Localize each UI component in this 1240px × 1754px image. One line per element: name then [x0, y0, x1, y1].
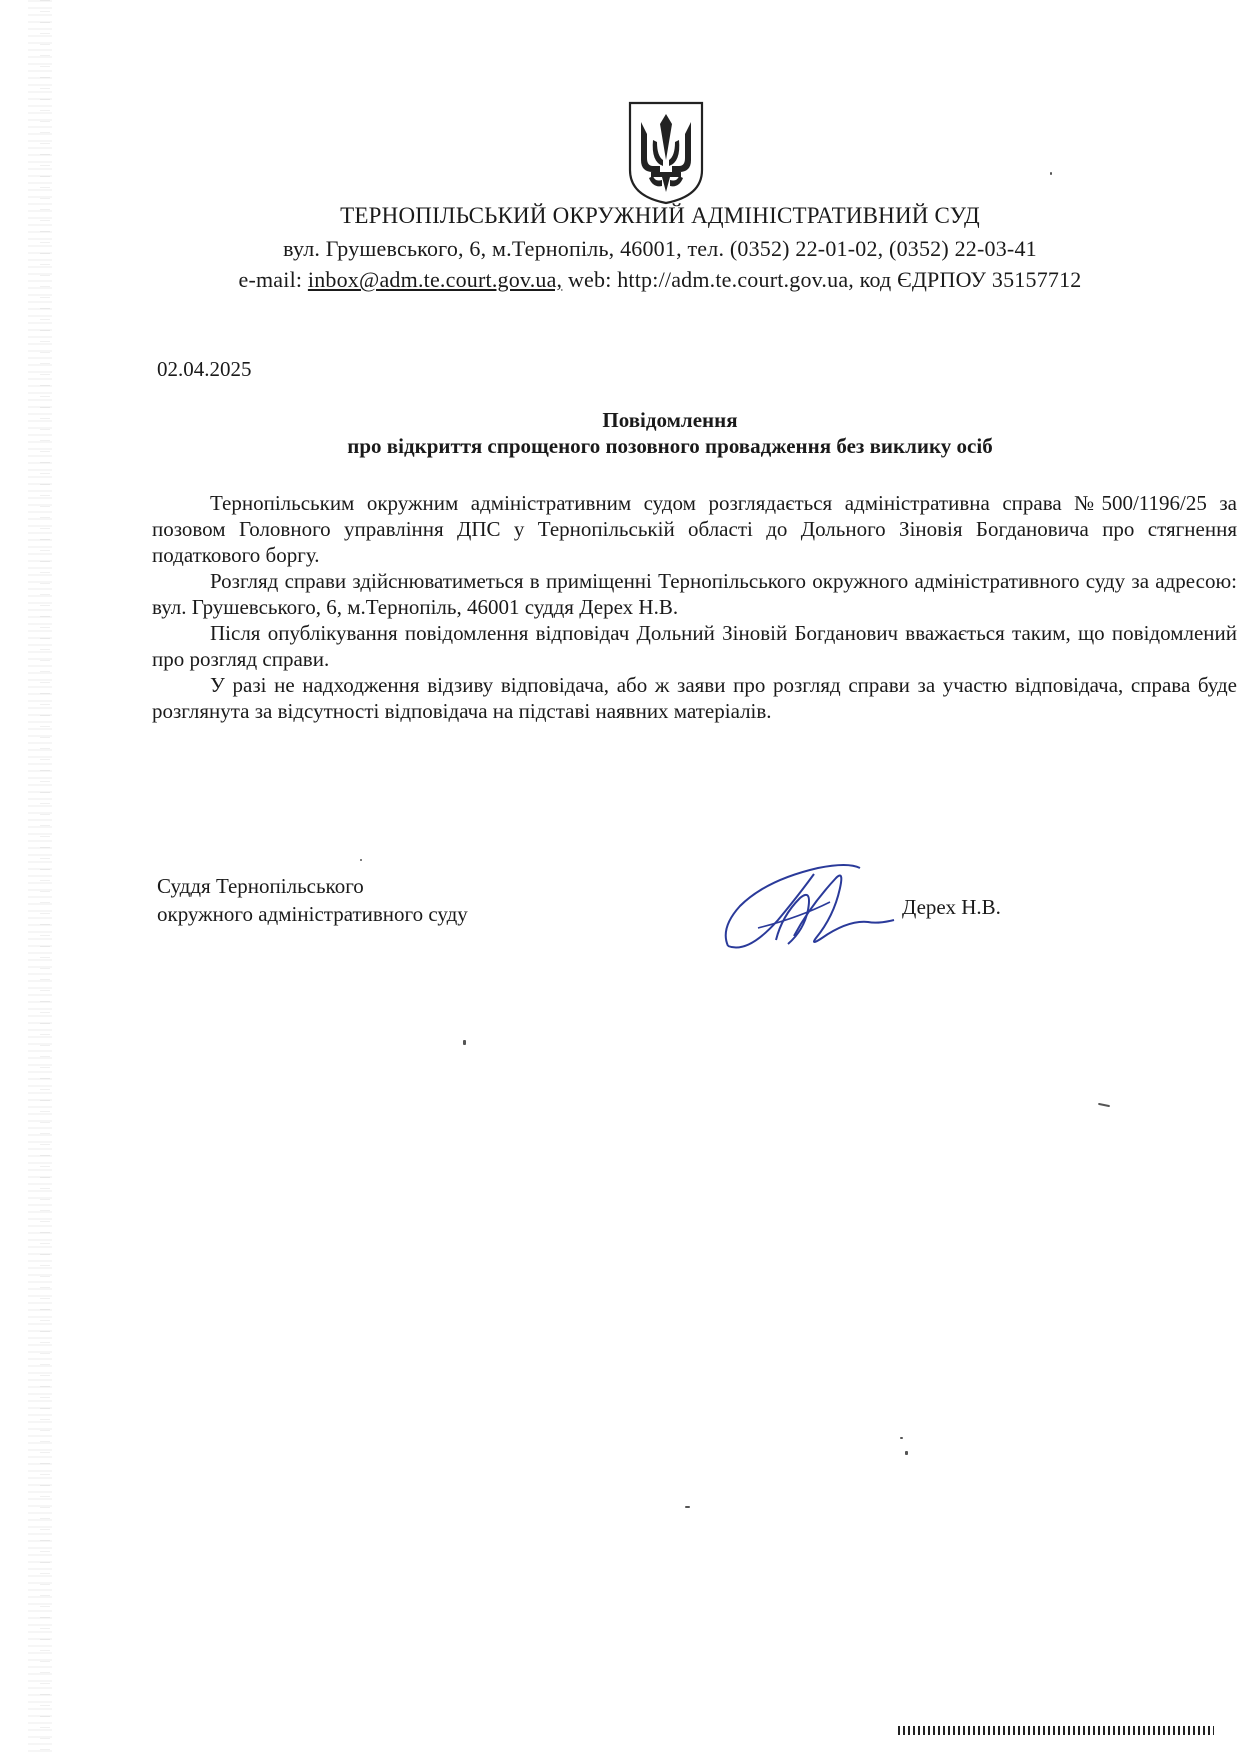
scan-speck — [1050, 172, 1052, 175]
handwritten-signature-icon — [718, 858, 898, 958]
scan-speck — [463, 1040, 466, 1045]
email-label: e-mail: — [238, 267, 308, 292]
document-title: Повідомлення — [602, 408, 738, 432]
paragraph-notice: Після опублікування повідомлення відповідач Дольний Зіновій Богданович вважається таким, що повідомлений про розгляд справи. — [152, 621, 1237, 671]
paragraph-consequence: У разі не надходження відзиву відповідача, або ж заяви про розгляд справи за участю відповідача, справа буде розглянута за відсутності відповідача на підставі наявних матеріалів. — [152, 673, 1237, 723]
document-date: 02.04.2025 — [157, 357, 252, 381]
judge-title — [157, 872, 468, 928]
court-address: вул. Грушевського, 6, м.Тернопіль, 46001, тел. (0352) 22-01-02, (0352) 22-03-41 — [283, 236, 1037, 261]
court-name: ТЕРНОПІЛЬСЬКИЙ ОКРУЖНИЙ АДМІНІСТРАТИВНИЙ СУД — [340, 203, 980, 228]
web-and-code: web: http://adm.te.court.gov.ua, код ЄДРПОУ 35157712 — [562, 267, 1082, 292]
judge-title-line2: окружного адміністративного суду — [157, 902, 468, 926]
scan-speck — [905, 1451, 908, 1455]
barcode — [898, 1726, 1214, 1735]
trident-coat-of-arms-icon — [627, 100, 705, 206]
scan-speck — [900, 1437, 903, 1439]
paragraph-case: Тернопільським окружним адміністративним судом розглядається адміністративна справа №500/1196/25 за позовом Головного управління ДПС у Тернопільській області до Дольного Зіновія Богдановича про стягнення податкового боргу. — [152, 491, 1237, 567]
scan-speck — [360, 859, 362, 861]
email-link[interactable]: inbox@adm.te.court.gov.ua, — [307, 267, 563, 292]
notice-body — [152, 490, 1237, 724]
paragraph-venue: Розгляд справи здійснюватиметься в приміщенні Тернопільського окружного адміністративного суду за адресою: вул. Грушевського, 6, м.Тернопіль, 46001 суддя Дерех Н.В. — [152, 569, 1237, 619]
judge-title-line1: Суддя Тернопільського — [157, 874, 364, 898]
court-contacts — [150, 267, 1170, 293]
judge-name: Дерех Н.В. — [902, 895, 1001, 919]
document-subtitle: про відкриття спрощеного позовного провадження без виклику осіб — [347, 434, 993, 458]
scan-speck — [685, 1506, 690, 1508]
scan-edge-artifact — [40, 0, 50, 1754]
scan-speck — [1098, 1103, 1110, 1107]
